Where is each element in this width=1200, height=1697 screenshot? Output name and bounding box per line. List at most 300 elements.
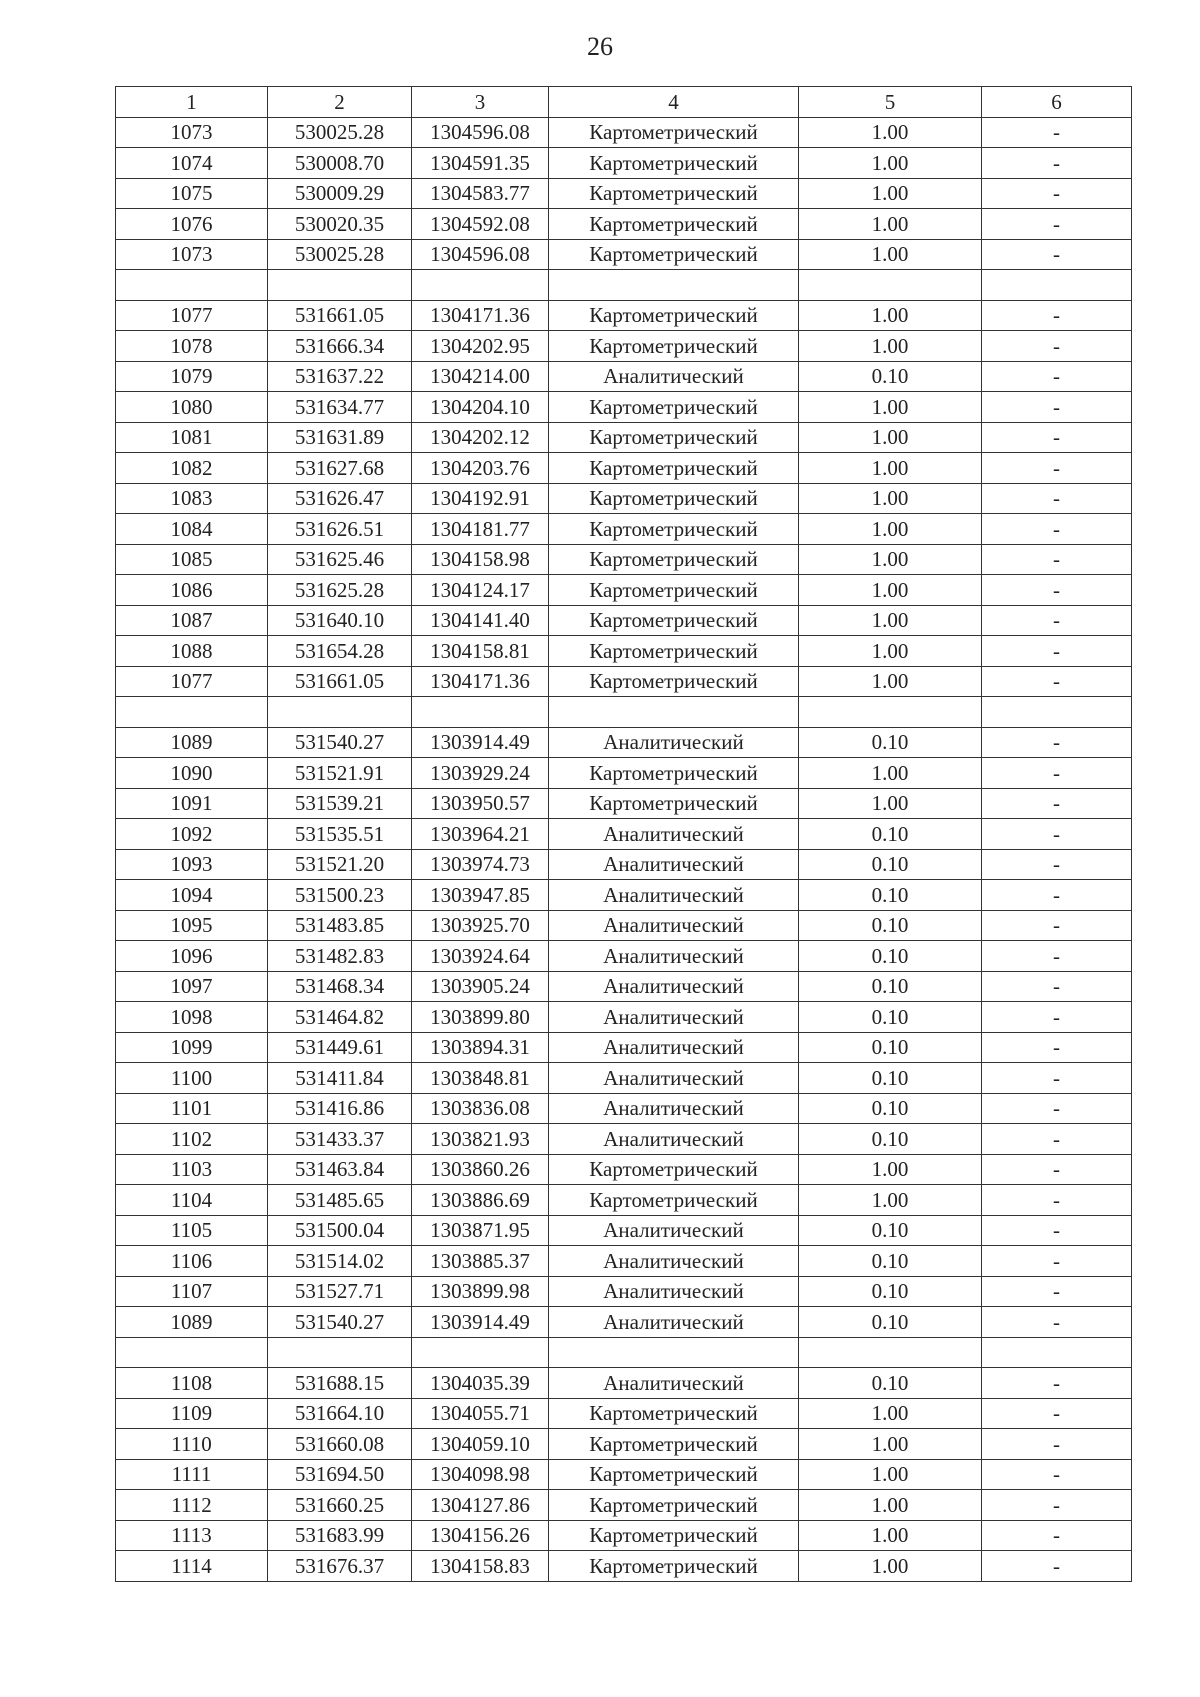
x-coordinate-cell: 531661.05 [268,300,412,331]
note-cell: - [982,575,1132,606]
point-number-cell [116,697,268,728]
method-cell: Картометрический [549,209,799,240]
x-coordinate-cell: 530009.29 [268,178,412,209]
x-coordinate-cell: 531683.99 [268,1520,412,1551]
note-cell: - [982,1032,1132,1063]
note-cell: - [982,1429,1132,1460]
y-coordinate-cell: 1304583.77 [412,178,549,209]
accuracy-cell [799,697,982,728]
table-row [116,1490,1132,1521]
accuracy-cell: 0.10 [799,1246,982,1277]
table-row [116,1002,1132,1033]
y-coordinate-cell: 1304171.36 [412,300,549,331]
x-coordinate-cell: 531637.22 [268,361,412,392]
note-cell: - [982,392,1132,423]
table-header [116,87,1132,118]
table-row [116,788,1132,819]
x-coordinate-cell [268,697,412,728]
point-number-cell: 1074 [116,148,268,179]
accuracy-cell: 1.00 [799,1154,982,1185]
y-coordinate-cell: 1303974.73 [412,849,549,880]
method-cell: Картометрический [549,605,799,636]
table-row [116,1551,1132,1582]
point-number-cell: 1096 [116,941,268,972]
point-number-cell: 1094 [116,880,268,911]
y-coordinate-cell: 1303964.21 [412,819,549,850]
x-coordinate-cell: 531411.84 [268,1063,412,1094]
method-cell [549,697,799,728]
table-row [116,1459,1132,1490]
y-coordinate-cell: 1304204.10 [412,392,549,423]
method-cell: Картометрический [549,148,799,179]
note-cell: - [982,1520,1132,1551]
accuracy-cell: 1.00 [799,514,982,545]
x-coordinate-cell: 530025.28 [268,239,412,270]
accuracy-cell: 1.00 [799,1459,982,1490]
note-cell: - [982,1093,1132,1124]
method-cell: Аналитический [549,910,799,941]
table-row [116,849,1132,880]
table-row [116,819,1132,850]
table-row [116,300,1132,331]
y-coordinate-cell: 1304035.39 [412,1368,549,1399]
accuracy-cell: 0.10 [799,941,982,972]
point-number-cell: 1106 [116,1246,268,1277]
x-coordinate-cell: 531688.15 [268,1368,412,1399]
accuracy-cell: 1.00 [799,1429,982,1460]
method-cell: Картометрический [549,758,799,789]
table-row [116,1124,1132,1155]
point-number-cell: 1089 [116,727,268,758]
note-cell: - [982,331,1132,362]
x-coordinate-cell: 531416.86 [268,1093,412,1124]
point-number-cell: 1075 [116,178,268,209]
note-cell [982,1337,1132,1368]
note-cell: - [982,727,1132,758]
table-row [116,209,1132,240]
note-cell: - [982,636,1132,667]
y-coordinate-cell: 1304592.08 [412,209,549,240]
column-header: 5 [799,87,982,118]
method-cell: Картометрический [549,1185,799,1216]
note-cell: - [982,1398,1132,1429]
point-number-cell: 1083 [116,483,268,514]
table-row [116,1307,1132,1338]
x-coordinate-cell: 531626.51 [268,514,412,545]
table-row [116,117,1132,148]
method-cell: Аналитический [549,849,799,880]
x-coordinate-cell: 530020.35 [268,209,412,240]
note-cell: - [982,758,1132,789]
column-header: 3 [412,87,549,118]
y-coordinate-cell: 1303925.70 [412,910,549,941]
accuracy-cell: 0.10 [799,971,982,1002]
table-row [116,331,1132,362]
point-number-cell: 1109 [116,1398,268,1429]
accuracy-cell: 0.10 [799,1307,982,1338]
table-row [116,910,1132,941]
table-row [116,1185,1132,1216]
note-cell: - [982,300,1132,331]
x-coordinate-cell: 531483.85 [268,910,412,941]
y-coordinate-cell: 1304596.08 [412,117,549,148]
point-number-cell: 1088 [116,636,268,667]
y-coordinate-cell: 1304202.95 [412,331,549,362]
y-coordinate-cell: 1304192.91 [412,483,549,514]
accuracy-cell: 0.10 [799,819,982,850]
note-cell: - [982,1551,1132,1582]
y-coordinate-cell: 1303894.31 [412,1032,549,1063]
x-coordinate-cell: 531666.34 [268,331,412,362]
method-cell: Аналитический [549,1002,799,1033]
table-row [116,1246,1132,1277]
note-cell: - [982,453,1132,484]
y-coordinate-cell: 1304141.40 [412,605,549,636]
x-coordinate-cell [268,270,412,301]
y-coordinate-cell: 1303886.69 [412,1185,549,1216]
x-coordinate-cell: 531664.10 [268,1398,412,1429]
y-coordinate-cell: 1304124.17 [412,575,549,606]
column-header: 1 [116,87,268,118]
y-coordinate-cell: 1304059.10 [412,1429,549,1460]
accuracy-cell: 0.10 [799,1124,982,1155]
x-coordinate-cell: 531464.82 [268,1002,412,1033]
accuracy-cell: 1.00 [799,575,982,606]
accuracy-cell: 0.10 [799,1063,982,1094]
x-coordinate-cell: 531540.27 [268,727,412,758]
note-cell: - [982,971,1132,1002]
method-cell: Картометрический [549,575,799,606]
accuracy-cell: 1.00 [799,1185,982,1216]
table-row [116,971,1132,1002]
method-cell: Картометрический [549,300,799,331]
y-coordinate-cell: 1303899.80 [412,1002,549,1033]
method-cell: Картометрический [549,1429,799,1460]
x-coordinate-cell: 531514.02 [268,1246,412,1277]
note-cell: - [982,880,1132,911]
note-cell: - [982,1154,1132,1185]
note-cell: - [982,1490,1132,1521]
note-cell: - [982,666,1132,697]
table-row [116,453,1132,484]
note-cell: - [982,1368,1132,1399]
note-cell: - [982,1459,1132,1490]
method-cell: Картометрический [549,178,799,209]
method-cell: Аналитический [549,1032,799,1063]
x-coordinate-cell: 531482.83 [268,941,412,972]
column-header: 6 [982,87,1132,118]
note-cell: - [982,148,1132,179]
y-coordinate-cell: 1304127.86 [412,1490,549,1521]
method-cell: Картометрический [549,636,799,667]
point-number-cell: 1086 [116,575,268,606]
note-cell: - [982,422,1132,453]
point-number-cell: 1111 [116,1459,268,1490]
method-cell: Картометрический [549,1520,799,1551]
point-number-cell: 1097 [116,971,268,1002]
point-number-cell: 1073 [116,239,268,270]
table-body [116,117,1132,1581]
table-row [116,1032,1132,1063]
point-number-cell: 1079 [116,361,268,392]
x-coordinate-cell: 531654.28 [268,636,412,667]
accuracy-cell: 1.00 [799,1520,982,1551]
method-cell: Картометрический [549,788,799,819]
method-cell: Картометрический [549,331,799,362]
x-coordinate-cell: 531535.51 [268,819,412,850]
point-number-cell: 1114 [116,1551,268,1582]
note-cell: - [982,788,1132,819]
column-header: 2 [268,87,412,118]
method-cell: Картометрический [549,544,799,575]
point-number-cell: 1077 [116,666,268,697]
table-row [116,392,1132,423]
accuracy-cell: 1.00 [799,788,982,819]
accuracy-cell: 1.00 [799,209,982,240]
note-cell: - [982,544,1132,575]
header-row [116,87,1132,118]
method-cell: Картометрический [549,666,799,697]
method-cell: Картометрический [549,453,799,484]
accuracy-cell: 1.00 [799,239,982,270]
table-row [116,514,1132,545]
x-coordinate-cell [268,1337,412,1368]
table-row [116,483,1132,514]
y-coordinate-cell: 1303950.57 [412,788,549,819]
accuracy-cell: 0.10 [799,880,982,911]
y-coordinate-cell: 1304214.00 [412,361,549,392]
x-coordinate-cell: 531500.04 [268,1215,412,1246]
y-coordinate-cell: 1303871.95 [412,1215,549,1246]
note-cell: - [982,1002,1132,1033]
note-cell: - [982,483,1132,514]
y-coordinate-cell: 1304158.81 [412,636,549,667]
accuracy-cell: 0.10 [799,1215,982,1246]
method-cell: Аналитический [549,1307,799,1338]
y-coordinate-cell: 1304158.83 [412,1551,549,1582]
point-number-cell: 1104 [116,1185,268,1216]
y-coordinate-cell: 1303924.64 [412,941,549,972]
table-row [116,1276,1132,1307]
table-row [116,1154,1132,1185]
point-number-cell: 1076 [116,209,268,240]
note-cell: - [982,117,1132,148]
y-coordinate-cell: 1304158.98 [412,544,549,575]
table-row [116,880,1132,911]
x-coordinate-cell: 531485.65 [268,1185,412,1216]
x-coordinate-cell: 531676.37 [268,1551,412,1582]
note-cell: - [982,1276,1132,1307]
method-cell: Аналитический [549,1124,799,1155]
note-cell: - [982,819,1132,850]
column-header: 4 [549,87,799,118]
note-cell: - [982,605,1132,636]
x-coordinate-cell: 531631.89 [268,422,412,453]
accuracy-cell: 0.10 [799,1368,982,1399]
accuracy-cell: 0.10 [799,1276,982,1307]
table-row [116,941,1132,972]
x-coordinate-cell: 531694.50 [268,1459,412,1490]
method-cell: Картометрический [549,514,799,545]
point-number-cell: 1098 [116,1002,268,1033]
point-number-cell: 1100 [116,1063,268,1094]
note-cell [982,270,1132,301]
x-coordinate-cell: 531527.71 [268,1276,412,1307]
x-coordinate-cell: 531625.28 [268,575,412,606]
table-row [116,1063,1132,1094]
point-number-cell [116,1337,268,1368]
accuracy-cell: 1.00 [799,483,982,514]
x-coordinate-cell: 531433.37 [268,1124,412,1155]
point-number-cell: 1077 [116,300,268,331]
point-number-cell: 1092 [116,819,268,850]
point-number-cell: 1082 [116,453,268,484]
point-number-cell: 1073 [116,117,268,148]
note-cell: - [982,1307,1132,1338]
point-number-cell: 1085 [116,544,268,575]
note-cell: - [982,1246,1132,1277]
note-cell: - [982,1185,1132,1216]
accuracy-cell [799,270,982,301]
note-cell: - [982,1124,1132,1155]
method-cell: Картометрический [549,1154,799,1185]
method-cell: Аналитический [549,819,799,850]
y-coordinate-cell: 1303860.26 [412,1154,549,1185]
x-coordinate-cell: 531468.34 [268,971,412,1002]
x-coordinate-cell: 530025.28 [268,117,412,148]
y-coordinate-cell [412,697,549,728]
x-coordinate-cell: 531626.47 [268,483,412,514]
x-coordinate-cell: 531661.05 [268,666,412,697]
method-cell: Картометрический [549,1398,799,1429]
method-cell: Аналитический [549,1276,799,1307]
accuracy-cell: 1.00 [799,1551,982,1582]
table-row [116,178,1132,209]
y-coordinate-cell: 1304181.77 [412,514,549,545]
point-number-cell: 1108 [116,1368,268,1399]
point-number-cell: 1087 [116,605,268,636]
note-cell [982,697,1132,728]
y-coordinate-cell: 1303885.37 [412,1246,549,1277]
method-cell: Аналитический [549,1063,799,1094]
y-coordinate-cell: 1303947.85 [412,880,549,911]
table-row [116,270,1132,301]
table-row [116,697,1132,728]
method-cell: Картометрический [549,117,799,148]
point-number-cell: 1080 [116,392,268,423]
accuracy-cell: 1.00 [799,453,982,484]
point-number-cell: 1099 [116,1032,268,1063]
x-coordinate-cell: 531500.23 [268,880,412,911]
y-coordinate-cell [412,1337,549,1368]
accuracy-cell: 0.10 [799,849,982,880]
table-row [116,239,1132,270]
point-number-cell: 1112 [116,1490,268,1521]
x-coordinate-cell: 531634.77 [268,392,412,423]
y-coordinate-cell: 1304156.26 [412,1520,549,1551]
table-row [116,758,1132,789]
table-row [116,148,1132,179]
note-cell: - [982,178,1132,209]
y-coordinate-cell [412,270,549,301]
point-number-cell: 1113 [116,1520,268,1551]
x-coordinate-cell: 531539.21 [268,788,412,819]
table-row [116,575,1132,606]
method-cell: Картометрический [549,1551,799,1582]
y-coordinate-cell: 1304202.12 [412,422,549,453]
point-number-cell: 1107 [116,1276,268,1307]
accuracy-cell: 1.00 [799,758,982,789]
point-number-cell: 1105 [116,1215,268,1246]
page-number: 26 [587,32,613,61]
table-row [116,422,1132,453]
method-cell: Аналитический [549,727,799,758]
table-row [116,1337,1132,1368]
point-number-cell: 1110 [116,1429,268,1460]
table-row [116,1520,1132,1551]
note-cell: - [982,849,1132,880]
table-row [116,361,1132,392]
y-coordinate-cell: 1304596.08 [412,239,549,270]
accuracy-cell: 0.10 [799,1093,982,1124]
table-row [116,727,1132,758]
accuracy-cell: 0.10 [799,910,982,941]
method-cell: Аналитический [549,1368,799,1399]
table-row [116,544,1132,575]
method-cell [549,270,799,301]
coordinates-table [115,86,1132,1582]
method-cell: Аналитический [549,880,799,911]
point-number-cell: 1103 [116,1154,268,1185]
x-coordinate-cell: 531627.68 [268,453,412,484]
method-cell: Картометрический [549,1490,799,1521]
accuracy-cell: 1.00 [799,148,982,179]
x-coordinate-cell: 531449.61 [268,1032,412,1063]
y-coordinate-cell: 1304203.76 [412,453,549,484]
point-number-cell: 1091 [116,788,268,819]
accuracy-cell: 1.00 [799,422,982,453]
y-coordinate-cell: 1303899.98 [412,1276,549,1307]
table-row [116,1368,1132,1399]
method-cell: Картометрический [549,422,799,453]
x-coordinate-cell: 531540.27 [268,1307,412,1338]
accuracy-cell: 1.00 [799,605,982,636]
method-cell: Аналитический [549,971,799,1002]
note-cell: - [982,209,1132,240]
accuracy-cell: 0.10 [799,727,982,758]
table-row [116,666,1132,697]
x-coordinate-cell: 531521.20 [268,849,412,880]
accuracy-cell: 1.00 [799,117,982,148]
point-number-cell: 1102 [116,1124,268,1155]
method-cell: Картометрический [549,483,799,514]
accuracy-cell: 1.00 [799,1398,982,1429]
x-coordinate-cell: 531521.91 [268,758,412,789]
table-row [116,1093,1132,1124]
point-number-cell: 1101 [116,1093,268,1124]
accuracy-cell: 0.10 [799,1002,982,1033]
accuracy-cell: 1.00 [799,1490,982,1521]
note-cell: - [982,1215,1132,1246]
point-number-cell: 1078 [116,331,268,362]
accuracy-cell: 1.00 [799,331,982,362]
point-number-cell: 1095 [116,910,268,941]
note-cell: - [982,514,1132,545]
method-cell: Картометрический [549,1459,799,1490]
accuracy-cell [799,1337,982,1368]
x-coordinate-cell: 530008.70 [268,148,412,179]
y-coordinate-cell: 1304591.35 [412,148,549,179]
